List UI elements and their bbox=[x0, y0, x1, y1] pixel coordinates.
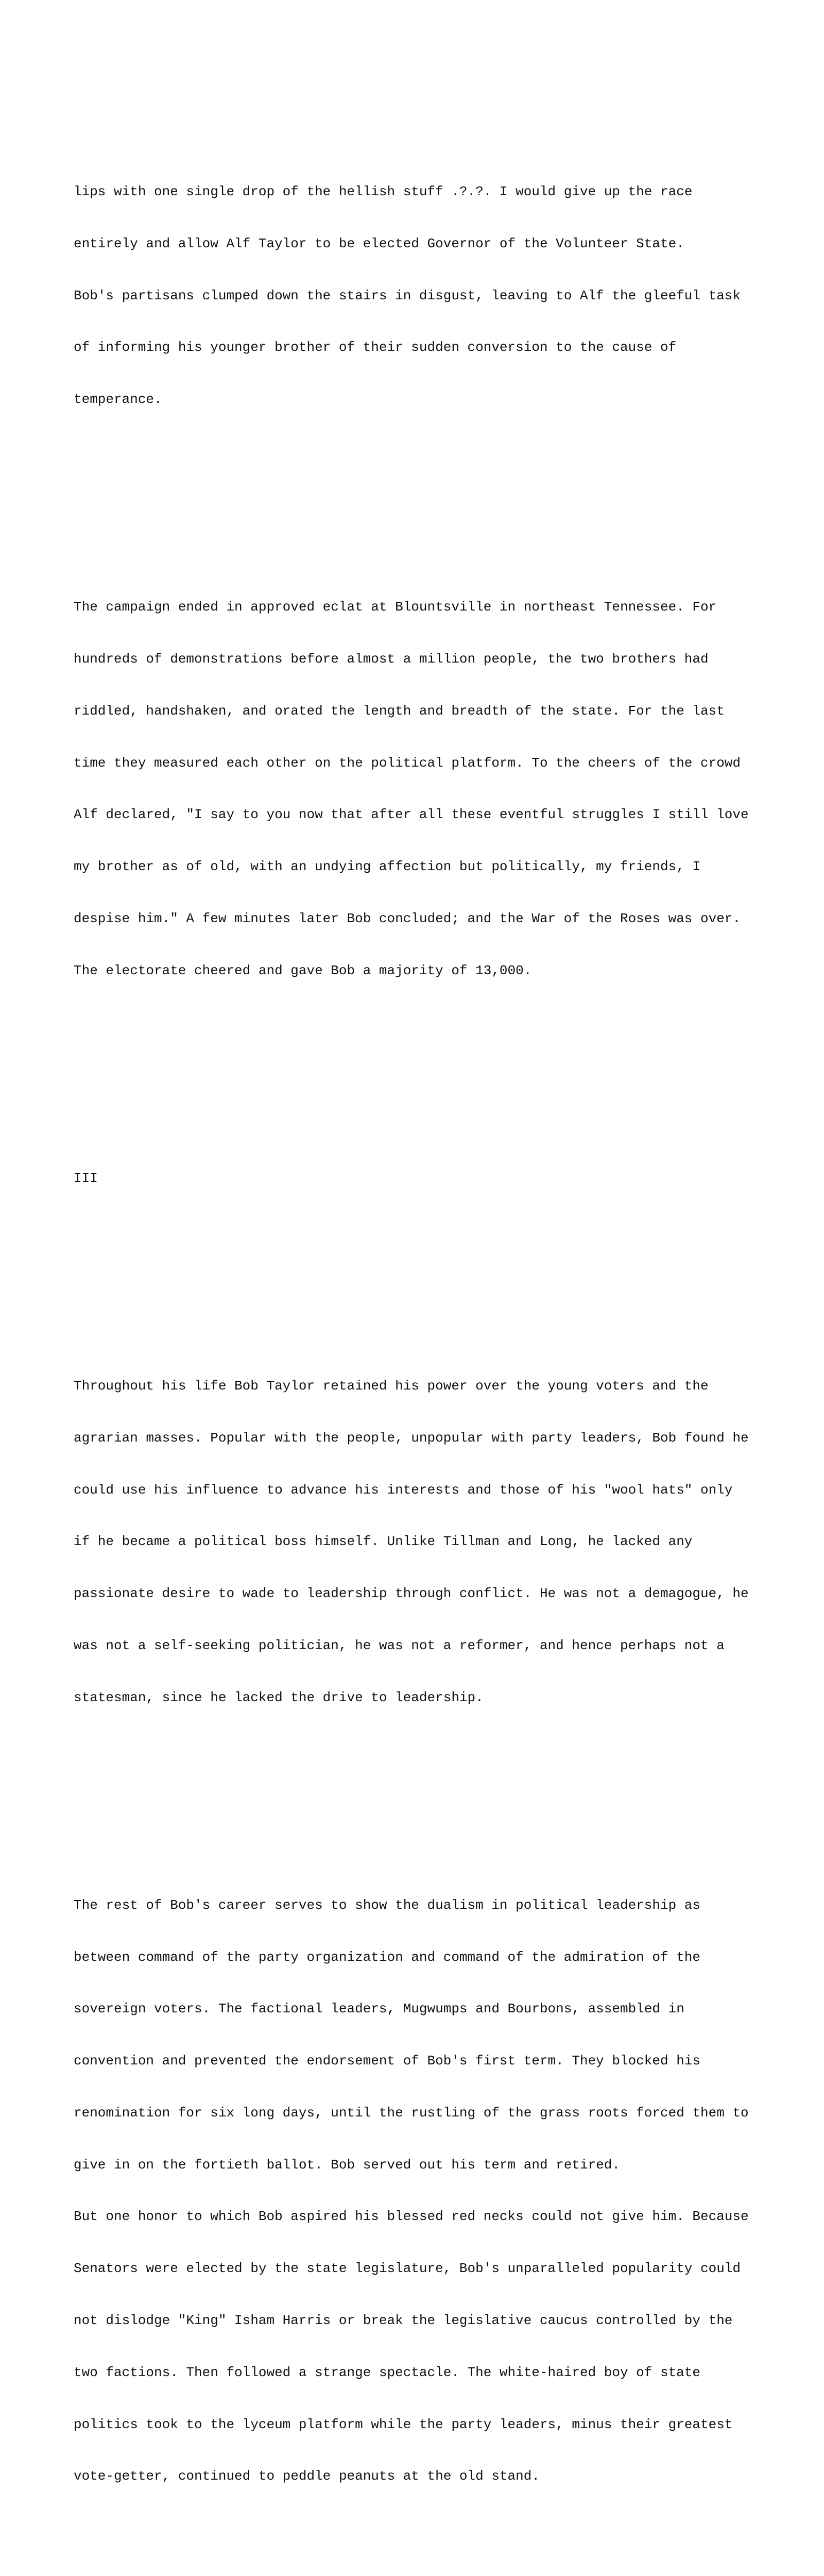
text-line: Bob's partisans clumped down the stairs in disgust, leaving to Alf the gleeful task bbox=[74, 287, 741, 303]
text-line: time they measured each other on the political platform. To the cheers of the crowd bbox=[74, 755, 741, 771]
text-line: Alf declared, "I say to you now that after all these eventful struggles I still love bbox=[74, 807, 749, 823]
section-number: III bbox=[74, 1170, 98, 1186]
text-line: Senators were elected by the state legislature, Bob's unparalleled popularity could bbox=[74, 2261, 741, 2277]
text-line: if he became a political boss himself. Unlike Tillman and Long, he lacked any bbox=[74, 1534, 693, 1550]
text-line: The campaign ended in approved eclat at Blountsville in northeast Tennessee. For bbox=[74, 599, 717, 615]
text-line: politics took to the lyceum platform while the party leaders, minus their greatest bbox=[74, 2416, 733, 2432]
text-line: statesman, since he lacked the drive to leadership. bbox=[74, 1689, 484, 1705]
text-line: lips with one single drop of the hellish stuff .?.?. I would give up the race bbox=[74, 183, 693, 199]
text-line: between command of the party organization and command of the admiration of the bbox=[74, 1949, 700, 1965]
section-heading bbox=[74, 1136, 753, 1222]
paragraph bbox=[74, 149, 753, 443]
text-line: entirely and allow Alf Taylor to be elected Governor of the Volunteer State. bbox=[74, 235, 684, 251]
text-line: sovereign voters. The factional leaders, Mugwumps and Bourbons, assembled in bbox=[74, 2001, 684, 2017]
paragraph bbox=[74, 564, 753, 1014]
paragraph-spacer bbox=[74, 2554, 753, 2572]
text-line: riddled, handshaken, and orated the length and breadth of the state. For the last bbox=[74, 703, 725, 719]
text-line: of informing his younger brother of their sudden conversion to the cause of bbox=[74, 340, 677, 355]
paragraph-spacer bbox=[74, 478, 753, 495]
text-line: was not a self-seeking politician, he was not a reformer, and hence perhaps not a bbox=[74, 1637, 725, 1653]
text-line: could use his influence to advance his interests and those of his "wool hats" only bbox=[74, 1482, 733, 1498]
text-line: Throughout his life Bob Taylor retained his power over the young voters and the bbox=[74, 1378, 709, 1394]
text-line: renomination for six long days, until the rustling of the grass roots forced them to bbox=[74, 2105, 749, 2121]
text-line: But one honor to which Bob aspired his blessed red necks could not give him. Because bbox=[74, 2209, 749, 2225]
text-line: passionate desire to wade to leadership through conflict. He was not a demagogue, he bbox=[74, 1586, 749, 1602]
paragraph-spacer bbox=[74, 1049, 753, 1066]
document-page bbox=[74, 97, 753, 2576]
paragraph bbox=[74, 1862, 753, 2520]
paragraph-spacer bbox=[74, 1776, 753, 1793]
text-line: The electorate cheered and gave Bob a majority of 13,000. bbox=[74, 962, 532, 978]
text-line: not dislodge "King" Isham Harris or break the legislative caucus controlled by the bbox=[74, 2313, 733, 2328]
paragraph bbox=[74, 1343, 753, 1741]
text-line: temperance. bbox=[74, 392, 162, 408]
text-line: agrarian masses. Popular with the people, unpopular with party leaders, Bob found he bbox=[74, 1430, 749, 1446]
text-line: hundreds of demonstrations before almost a million people, the two brothers had bbox=[74, 651, 709, 667]
text-line: two factions. Then followed a strange spectacle. The white-haired boy of state bbox=[74, 2364, 700, 2380]
text-line: vote-getter, continued to peddle peanuts at the old stand. bbox=[74, 2468, 540, 2484]
text-line: despise him." A few minutes later Bob concluded; and the War of the Roses was over. bbox=[74, 910, 741, 926]
text-line: my brother as of old, with an undying affection but politically, my friends, I bbox=[74, 859, 700, 875]
text-line: convention and prevented the endorsement of Bob's first term. They blocked his bbox=[74, 2053, 700, 2069]
text-line: The rest of Bob's career serves to show the dualism in political leadership as bbox=[74, 1897, 700, 1913]
paragraph-spacer bbox=[74, 1257, 753, 1274]
text-line: give in on the fortieth ballot. Bob served out his term and retired. bbox=[74, 2157, 620, 2173]
